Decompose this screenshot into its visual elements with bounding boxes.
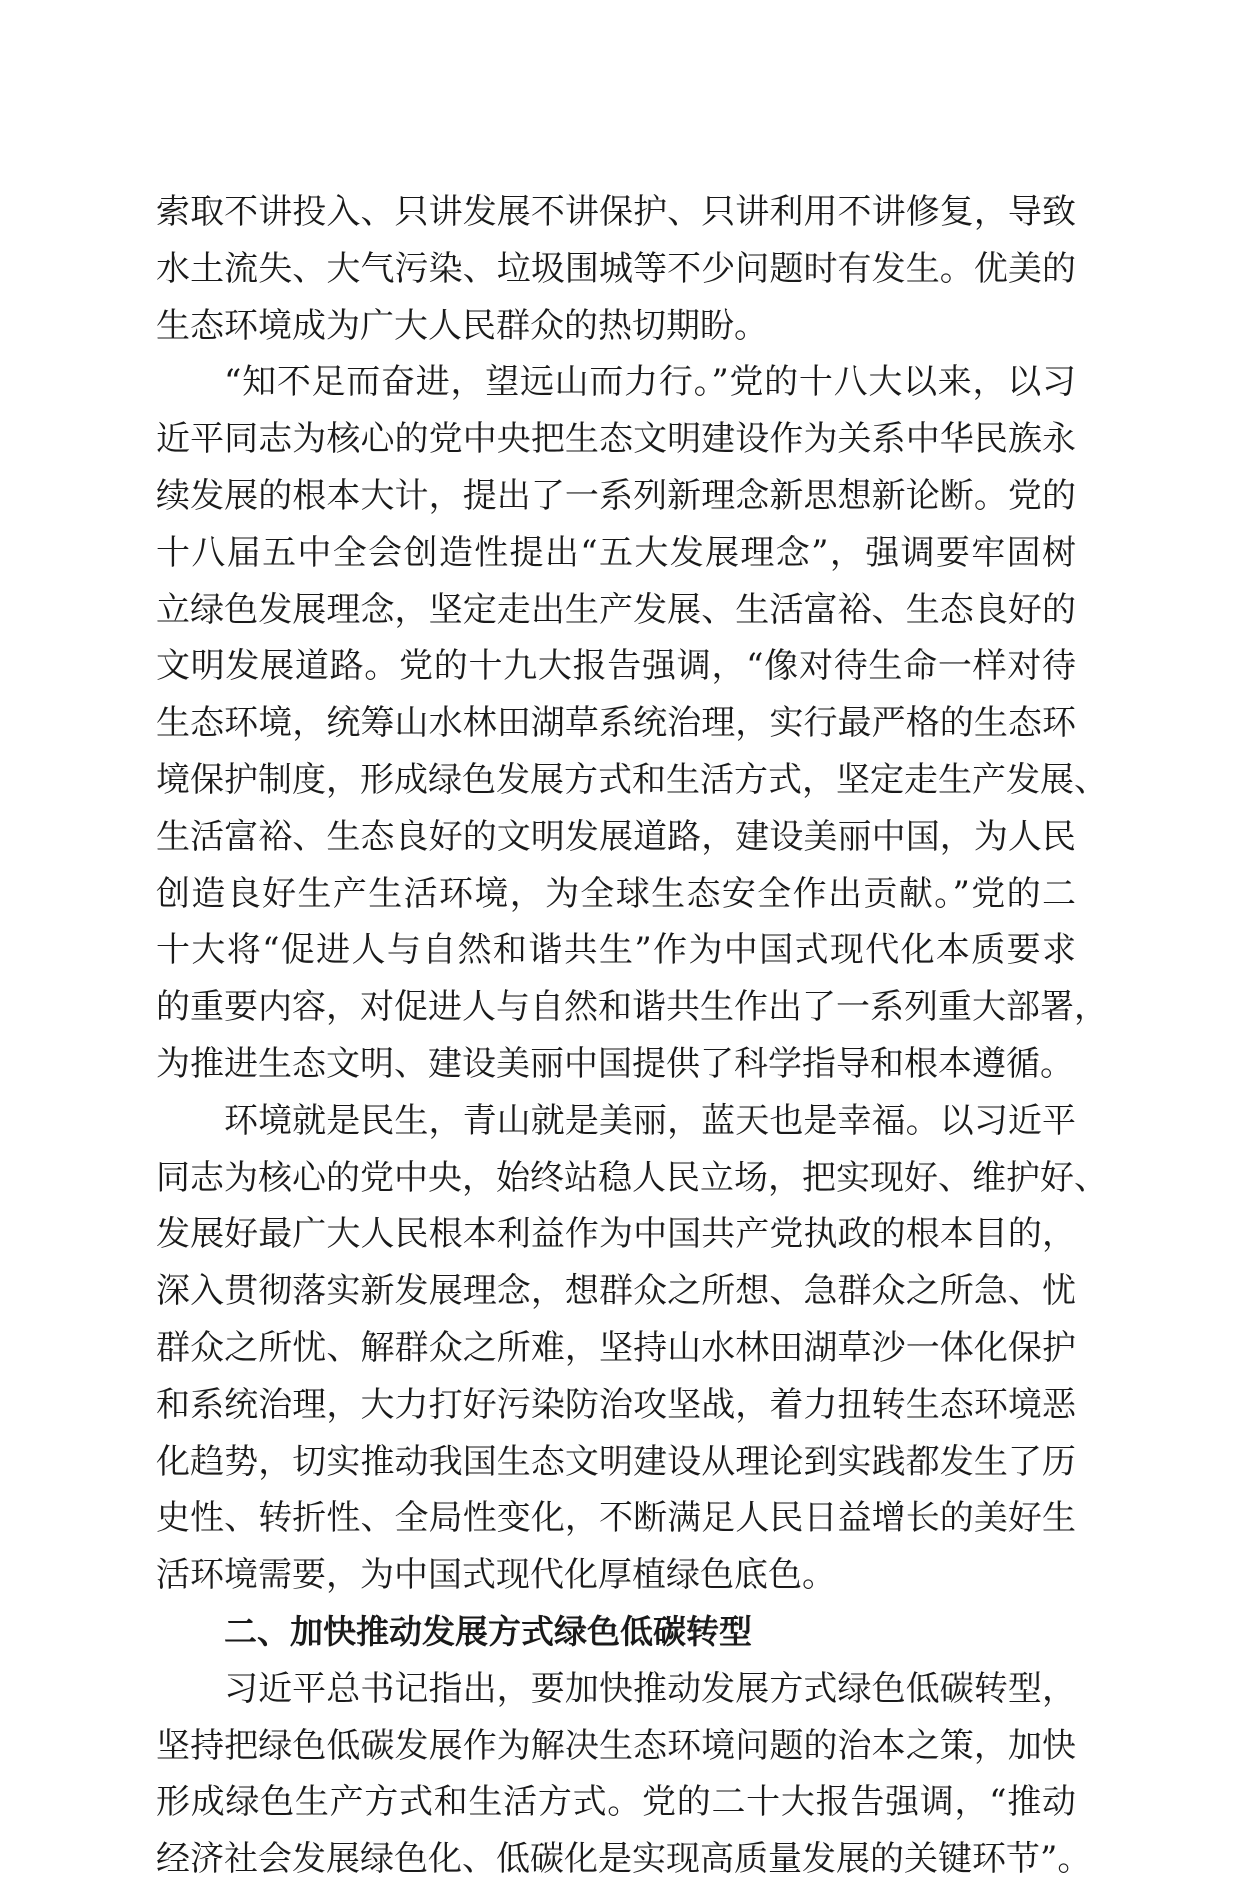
text-line: 群众之所忧、解群众之所难，坚持山水林田湖草沙一体化保护 [156,1327,1076,1368]
text-line: 创造良好生产生活环境，为全球生态安全作出贡献。”党的二 [156,873,1076,914]
text-line: 同志为核心的党中央，始终站稳人民立场，把实现好、维护好、 [156,1157,1108,1198]
text-line: 发展好最广大人民根本利益作为中国共产党执政的根本目的， [156,1214,1076,1255]
text-line: 生活富裕、生态良好的文明发展道路，建设美丽中国，为人民 [156,816,1076,857]
text-line: 深入贯彻落实新发展理念，想群众之所想、急群众之所急、忧 [156,1271,1076,1312]
text-line: 生态环境，统筹山水林田湖草系统治理，实行最严格的生态环 [156,703,1076,744]
text-line: 和系统治理，大力打好污染防治攻坚战，着力扭转生态环境恶 [156,1384,1076,1425]
body-text [156,184,1108,1888]
text-line: 史性、转折性、全局性变化，不断满足人民日益增长的美好生 [156,1498,1076,1539]
paragraph-first-line: 环境就是民生，青山就是美丽，蓝天也是幸福。以习近平 [224,1100,1076,1141]
text-line: 近平同志为核心的党中央把生态文明建设作为关系中华民族永 [156,419,1076,460]
text-line: 生态环境成为广大人民群众的热切期盼。 [156,305,768,346]
section-heading: 二、加快推动发展方式绿色低碳转型 [224,1611,752,1651]
text-line: 境保护制度，形成绿色发展方式和生活方式，坚定走生产发展、 [156,759,1108,800]
text-line: 为推进生态文明、建设美丽中国提供了科学指导和根本遵循。 [156,1043,1074,1084]
text-line: 经济社会发展绿色化、低碳化是实现高质量发展的关键环节”。 [156,1839,1092,1880]
text-line: 索取不讲投入、只讲发展不讲保护、只讲利用不讲修复，导致 [156,192,1076,232]
paragraph-first-line: “知不足而奋进，望远山而力行。”党的十八大以来，以习 [224,362,1076,403]
text-line: 水土流失、大气污染、垃圾围城等不少问题时有发生。优美的 [156,248,1076,289]
text-line: 十大将“促进人与自然和谐共生”作为中国式现代化本质要求 [156,930,1076,971]
text-line: 形成绿色生产方式和生活方式。党的二十大报告强调，“推动 [156,1782,1076,1823]
text-line: 文明发展道路。党的十九大报告强调，“像对待生命一样对待 [156,646,1076,687]
text-line: 活环境需要，为中国式现代化厚植绿色底色。 [156,1555,836,1596]
text-line: 坚持把绿色低碳发展作为解决生态环境问题的治本之策，加快 [156,1725,1076,1766]
paragraph-first-line: 习近平总书记指出，要加快推动发展方式绿色低碳转型， [224,1668,1076,1709]
text-line: 化趋势，切实推动我国生态文明建设从理论到实践都发生了历 [156,1441,1076,1482]
text-line: 立绿色发展理念，坚定走出生产发展、生活富裕、生态良好的 [156,589,1076,630]
text-line: 续发展的根本大计，提出了一系列新理念新思想新论断。党的 [156,475,1076,516]
text-line: 十八届五中全会创造性提出“五大发展理念”，强调要牢固树 [156,532,1076,573]
text-line: 的重要内容，对促进人与自然和谐共生作出了一系列重大部署， [156,987,1108,1028]
